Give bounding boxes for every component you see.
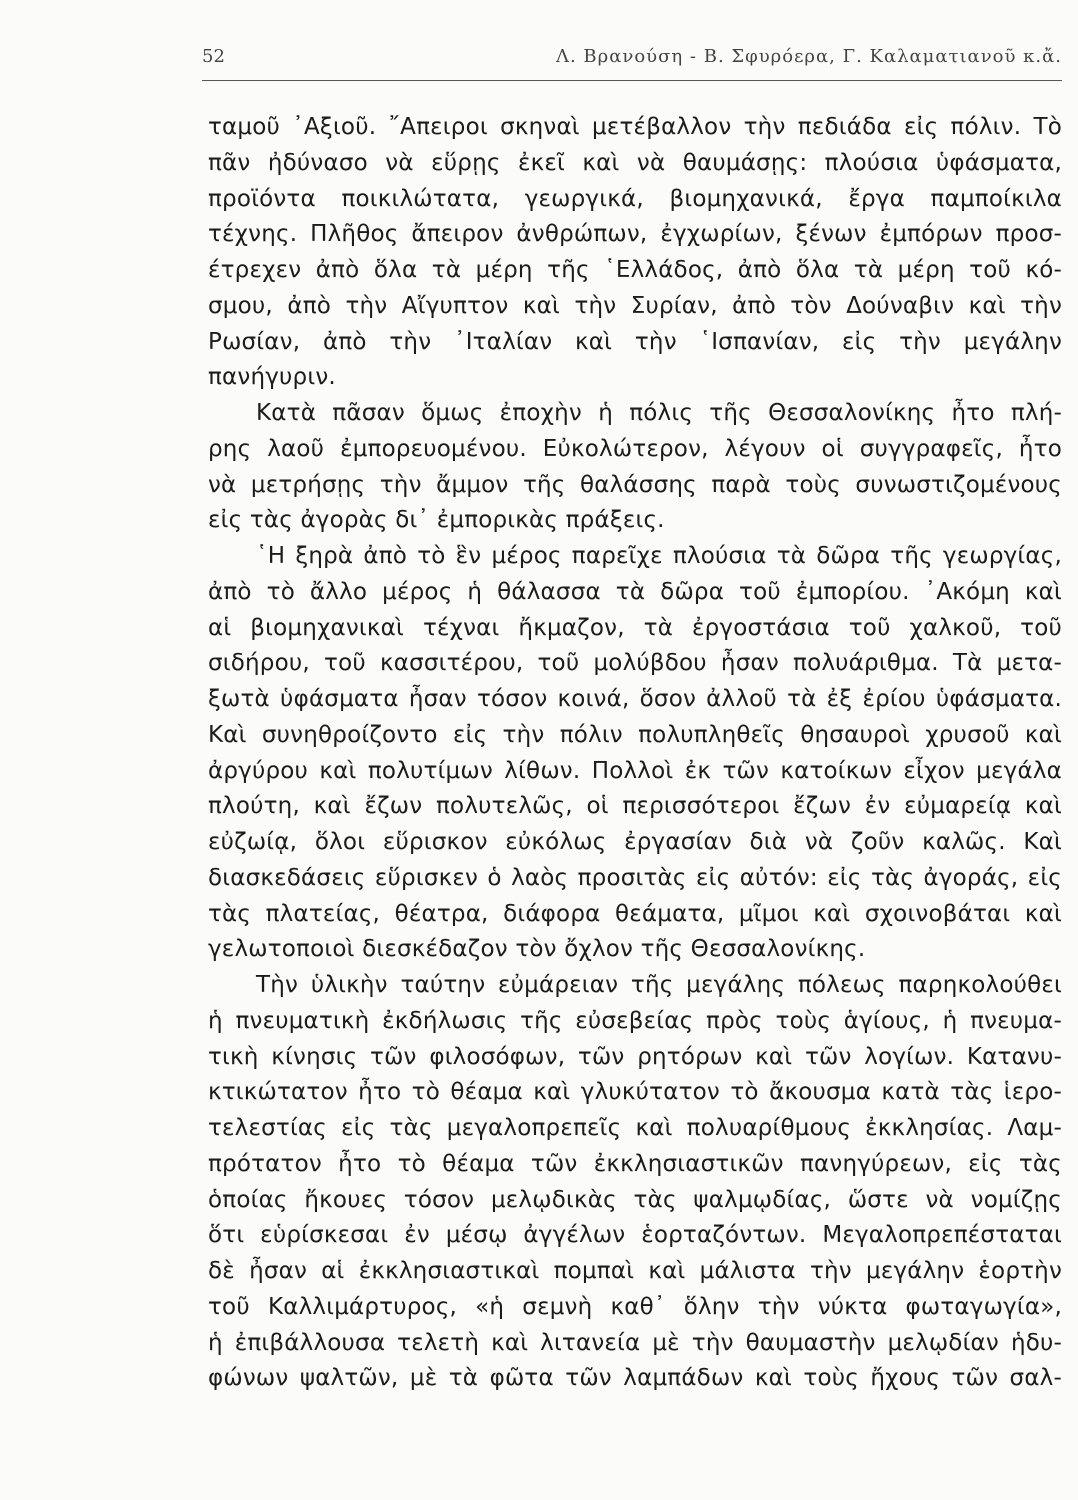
text-line: νὰ μετρήσῃς τὴν ἄμμον τῆς θαλάσσης παρὰ τοὺς συνωστιζομένους [208, 471, 1062, 498]
text-line: τελεστίας εἰς τὰς μεγαλοπρεπεῖς καὶ πολυαρίθμους ἐκκλησίας. Λαμ- [208, 1115, 1062, 1141]
text-line: ρης λαοῦ ἐμπορευομένου. Εὐκολώτερον, λέγουν οἱ συγγραφεῖς, ἦτο [208, 435, 1062, 462]
text-line: Τὴν ὑλικὴν ταύτην εὐμάρειαν τῆς μεγάλης πόλεως παρηκολούθει [256, 972, 1062, 998]
text-line: αἱ βιομηχανικαὶ τέχναι ἤκμαζον, τὰ ἐργοστάσια τοῦ χαλκοῦ, τοῦ [208, 614, 1062, 641]
running-head: Λ. Βρανούση - Β. Σφυρόερα, Γ. Καλαματιανοῦ κ.ἄ. [555, 46, 1062, 67]
text-line: τικὴ κίνησις τῶν φιλοσόφων, τῶν ρητόρων καὶ τῶν λογίων. Κατανυ- [208, 1043, 1062, 1070]
page-header [202, 40, 1062, 81]
text-line: Καὶ συνηθροίζοντο εἰς τὴν πόλιν πολυπληθεῖς θησαυροὶ χρυσοῦ καὶ [208, 721, 1062, 748]
text-line: δὲ ἦσαν αἱ ἐκκλησιαστικαὶ πομπαὶ καὶ μάλιστα τὴν μεγάλην ἑορτὴν [208, 1258, 1062, 1284]
text-line: γελωτοποιοὶ διεσκέδαζον τὸν ὄχλον τῆς Θεσσαλονίκης. [208, 936, 866, 963]
text-line: ξωτὰ ὑφάσματα ἦσαν τόσον κοινά, ὅσον ἀλλοῦ τὰ ἐξ ἐρίου ὑφάσματα. [208, 686, 1062, 712]
text-line: Ρωσίαν, ἀπὸ τὴν ᾿Ιταλίαν καὶ τὴν ῾Ισπανίαν, εἰς τὴν μεγάλην [208, 328, 1062, 355]
text-line: πανήγυριν. [208, 364, 336, 391]
paragraph [208, 968, 1062, 1397]
text-line: ταμοῦ ᾿Αξιοῦ. ῎Απειροι σκηναὶ μετέβαλλον τὴν πεδιάδα εἰς πόλιν. Τὸ [208, 114, 1062, 140]
paragraph [208, 539, 1062, 968]
text-line: Κατὰ πᾶσαν ὅμως ἐποχὴν ἡ πόλις τῆς Θεσσαλονίκης ἦτο πλή- [256, 400, 1062, 426]
body-text [208, 110, 1062, 1397]
text-line: έτρεχεν ἀπὸ ὅλα τὰ μέρη τῆς ῾Ελλάδος, ἀπὸ ὅλα τὰ μέρη τοῦ κό- [208, 257, 1062, 283]
text-line: διασκεδάσεις εὕρισκεν ὁ λαὸς προσιτὰς εἰς αὐτόν: εἰς τὰς ἀγοράς, εἰς [208, 864, 1062, 891]
text-line: τοῦ Καλλιμάρτυρος, «ἡ σεμνὴ καθ᾿ ὅλην τὴν νύκτα φωταγωγία», [208, 1293, 1062, 1320]
text-line: ὁποίας ἤκουες τόσον μελῳδικὰς τὰς ψαλμῳδίας, ὥστε νὰ νομίζῃς [208, 1186, 1062, 1213]
text-line: ἀπὸ τὸ ἄλλο μέρος ἡ θάλασσα τὰ δῶρα τοῦ ἐμπορίου. ᾿Ακόμη καὶ [208, 578, 1062, 605]
text-line: κτικώτατον ἦτο τὸ θέαμα καὶ γλυκύτατον τὸ ἄκουσμα κατὰ τὰς ἱερο- [208, 1079, 1062, 1106]
text-line: εὐζωίᾳ, ὅλοι εὕρισκον εὐκόλως ἐργασίαν διὰ νὰ ζοῦν καλῶς. Καὶ [208, 829, 1062, 855]
text-line: προϊόντα ποικιλώτατα, γεωργικά, βιομηχανικά, ἔργα παμποίκιλα [208, 185, 1062, 212]
text-line: ἡ πνευματικὴ ἐκδήλωσις τῆς εὐσεβείας πρὸς τοὺς ἁγίους, ἡ πνευμα- [208, 1007, 1062, 1034]
text-line: εἰς τὰς ἀγορὰς δι᾿ ἐμπορικὰς πράξεις. [208, 507, 665, 534]
page-number: 52 [202, 46, 225, 67]
paragraph [208, 396, 1062, 539]
text-line: ἀργύρου καὶ πολυτίμων λίθων. Πολλοὶ ἐκ τῶν κατοίκων εἶχον μεγάλα [208, 757, 1062, 784]
text-line: τὰς πλατείας, θέατρα, διάφορα θεάματα, μῖμοι καὶ σχοινοβάται καὶ [208, 900, 1062, 927]
text-line: σιδήρου, τοῦ κασσιτέρου, τοῦ μολύβδου ἦσαν πολυάριθμα. Τὰ μετα- [208, 650, 1062, 677]
text-line: σμου, ἀπὸ τὴν Αἴγυπτον καὶ τὴν Συρίαν, ἀπὸ τὸν Δούναβιν καὶ τὴν [208, 292, 1062, 319]
text-line: τέχνης. Πλῆθος ἄπειρον ἀνθρώπων, ἐγχωρίων, ξένων ἐμπόρων προσ- [208, 221, 1062, 248]
text-line: πρότατον ἦτο τὸ θέαμα τῶν ἐκκλησιαστικῶν πανηγύρεων, εἰς τὰς [208, 1150, 1062, 1177]
text-line: πᾶν ἠδύνασο νὰ εὕρῃς ἐκεῖ καὶ νὰ θαυμάσῃς: πλούσια ὑφάσματα, [208, 149, 1062, 176]
text-line: πλούτη, καὶ ἔζων πολυτελῶς, οἱ περισσότεροι ἔζων ἐν εὐμαρείᾳ καὶ [208, 793, 1062, 820]
text-line: ῾Η ξηρὰ ἀπὸ τὸ ἓν μέρος παρεῖχε πλούσια τὰ δῶρα τῆς γεωργίας, [256, 543, 1062, 569]
text-line: φώνων ψαλτῶν, μὲ τὰ φῶτα τῶν λαμπάδων καὶ τοὺς ἤχους τῶν σαλ- [208, 1365, 1062, 1392]
text-line: ὅτι εὑρίσκεσαι ἐν μέσῳ ἀγγέλων ἑορταζόντων. Μεγαλοπρεπέσταται [208, 1222, 1062, 1249]
text-line: ἡ ἐπιβάλλουσα τελετὴ καὶ λιτανεία μὲ τὴν θαυμαστὴν μελῳδίαν ἡδυ- [208, 1329, 1062, 1356]
paragraph [208, 110, 1062, 396]
